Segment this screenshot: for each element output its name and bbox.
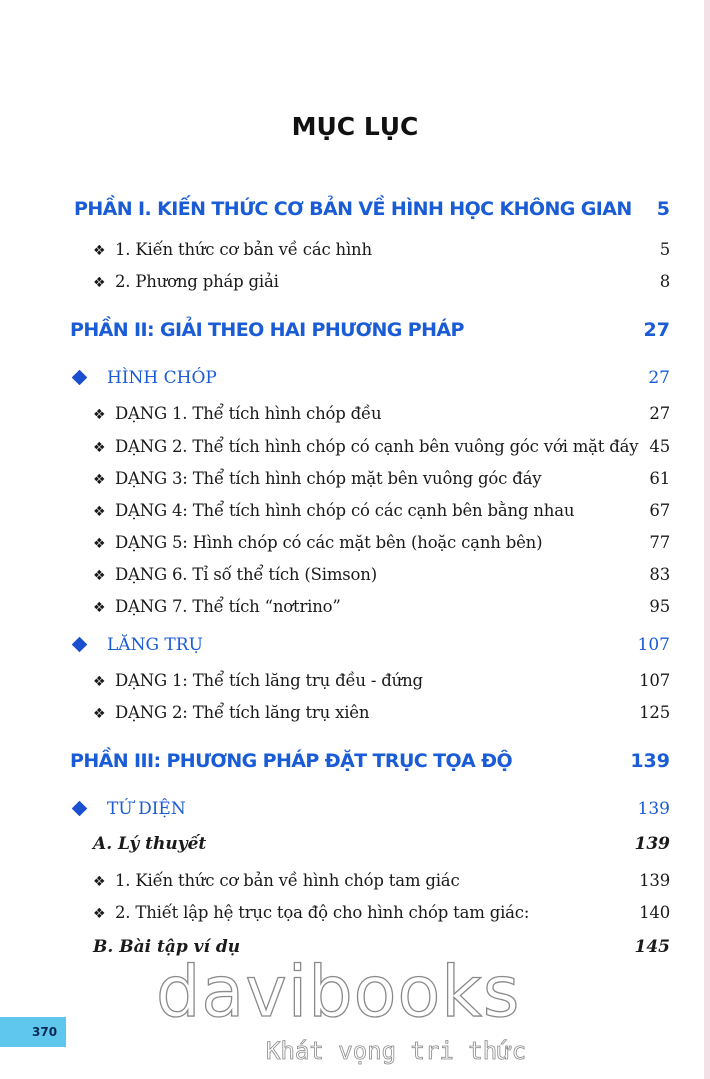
- item-label: DẠNG 3: Thể tích hình chóp mặt bên vuông góc đáy: [115, 469, 542, 488]
- page-ref: 145: [634, 937, 670, 957]
- watermark-brand: davibooks: [156, 951, 521, 1033]
- toc-section-tu-dien[interactable]: [0, 794, 710, 824]
- bullet-icon: ❖: [93, 275, 106, 291]
- bullet-icon: ❖: [93, 600, 106, 616]
- part-title: PHẦN III: PHƯƠNG PHÁP ĐẶT TRỤC TỌA ĐỘ: [70, 750, 513, 772]
- item-label: 2. Phương pháp giải: [115, 272, 279, 291]
- toc-item[interactable]: [0, 528, 710, 558]
- toc-item[interactable]: [0, 560, 710, 590]
- page-ref: 27: [649, 404, 670, 423]
- diamond-icon: [72, 370, 88, 386]
- item-label: DẠNG 4: Thể tích hình chóp có các cạnh bên bằng nhau: [115, 501, 575, 520]
- subsection-title: A. Lý thuyết: [93, 834, 207, 854]
- toc-part-1[interactable]: [0, 194, 710, 224]
- page-ref: 139: [639, 871, 670, 890]
- page-ref: 8: [659, 272, 670, 291]
- bullet-icon: ❖: [93, 536, 106, 552]
- section-title: LĂNG TRỤ: [107, 635, 203, 655]
- toc-part-3[interactable]: [0, 746, 710, 776]
- item-label: DẠNG 2: Thể tích lăng trụ xiên: [115, 703, 370, 722]
- item-label: DẠNG 1: Thể tích lăng trụ đều - đứng: [115, 671, 423, 690]
- page-ref: 107: [637, 635, 670, 655]
- item-label: DẠNG 5: Hình chóp có các mặt bên (hoặc cạnh bên): [115, 533, 543, 552]
- page-ref: 125: [639, 703, 670, 722]
- item-label: DẠNG 1. Thể tích hình chóp đều: [115, 404, 382, 423]
- page-ref: 107: [639, 671, 670, 690]
- toc-item[interactable]: [0, 464, 710, 494]
- page-ref: 67: [649, 501, 670, 520]
- toc-section-hinh-chop[interactable]: [0, 363, 710, 393]
- page-ref: 61: [649, 469, 670, 488]
- subsection-title: B. Bài tập ví dụ: [93, 937, 241, 957]
- diamond-icon: [72, 801, 88, 817]
- item-label: DẠNG 6. Tỉ số thể tích (Simson): [115, 565, 377, 584]
- diamond-icon: [72, 637, 88, 653]
- item-label: DẠNG 7. Thể tích “nơtrino”: [115, 597, 341, 616]
- watermark-slogan: Khát vọng tri thức: [266, 1037, 527, 1065]
- bullet-icon: ❖: [93, 472, 106, 488]
- page-ref: 83: [649, 565, 670, 584]
- item-label: 2. Thiết lập hệ trục tọa độ cho hình chóp tam giác:: [115, 903, 530, 922]
- bullet-icon: ❖: [93, 906, 106, 922]
- toc-part-2[interactable]: [0, 315, 710, 345]
- part-title: PHẦN II: GIẢI THEO HAI PHƯƠNG PHÁP: [70, 319, 464, 341]
- page-ref: 139: [637, 799, 670, 819]
- bullet-icon: ❖: [93, 874, 106, 890]
- item-label: DẠNG 2. Thể tích hình chóp có cạnh bên vuông góc với mặt đáy: [115, 437, 639, 456]
- bullet-icon: ❖: [93, 568, 106, 584]
- page-ref: 139: [630, 750, 670, 772]
- item-label: 1. Kiến thức cơ bản về hình chóp tam giác: [115, 871, 460, 890]
- section-title: HÌNH CHÓP: [107, 368, 217, 388]
- section-title: TỨ DIỆN: [107, 799, 186, 819]
- page-ref: 5: [659, 240, 670, 259]
- bullet-icon: ❖: [93, 706, 106, 722]
- bullet-icon: ❖: [93, 407, 106, 423]
- toc-subsection-ly-thuyet[interactable]: [0, 829, 710, 859]
- toc-item[interactable]: [0, 399, 710, 429]
- page-ref: 140: [639, 903, 670, 922]
- page-ref: 77: [649, 533, 670, 552]
- page-ref: 5: [656, 198, 670, 220]
- bullet-icon: ❖: [93, 674, 106, 690]
- toc-item[interactable]: [0, 432, 710, 462]
- bullet-icon: ❖: [93, 243, 106, 259]
- toc-item[interactable]: [0, 666, 710, 696]
- toc-item[interactable]: [0, 898, 710, 928]
- toc-item[interactable]: [0, 698, 710, 728]
- toc-item[interactable]: [0, 235, 710, 265]
- page-ref: 27: [648, 368, 670, 388]
- page-ref: 27: [643, 319, 670, 341]
- part-title: PHẦN I. KIẾN THỨC CƠ BẢN VỀ HÌNH HỌC KHÔNG GIAN: [74, 198, 632, 220]
- toc-section-lang-tru[interactable]: [0, 630, 710, 660]
- page-title: MỤC LỤC: [291, 112, 419, 141]
- page-ref: 45: [649, 437, 670, 456]
- toc-item[interactable]: [0, 267, 710, 297]
- toc-item[interactable]: [0, 866, 710, 896]
- bullet-icon: ❖: [93, 440, 106, 456]
- page-number: 370: [32, 1025, 58, 1039]
- toc-item[interactable]: [0, 496, 710, 526]
- bullet-icon: ❖: [93, 504, 106, 520]
- page-ref: 95: [649, 597, 670, 616]
- toc-item[interactable]: [0, 592, 710, 622]
- item-label: 1. Kiến thức cơ bản về các hình: [115, 240, 372, 259]
- page-ref: 139: [634, 834, 670, 854]
